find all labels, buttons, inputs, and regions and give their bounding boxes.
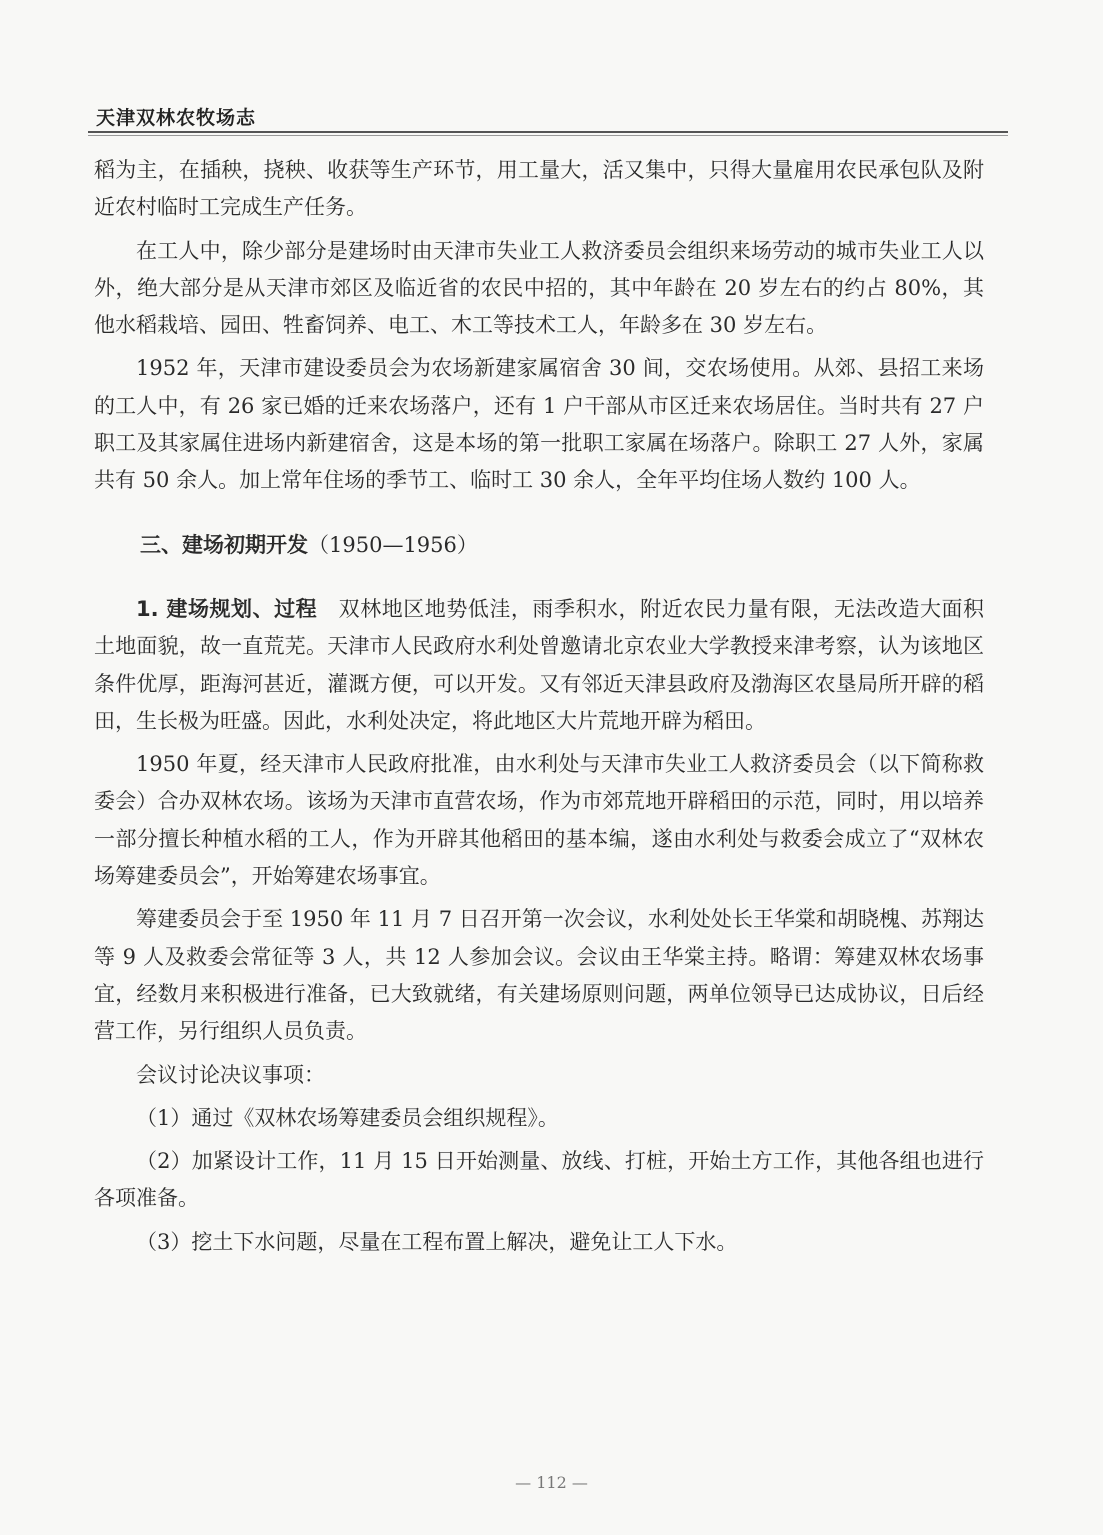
list-item-3: （3）挖土下水问题，尽量在工程布置上解决，避免让工人下水。 <box>136 1229 738 1254</box>
section-heading-title: 三、建场初期开发 <box>140 532 308 557</box>
paragraph-1: 稻为主，在插秧，挠秧、收获等生产环节，用工量大，活又集中，只得大量雇用农民承包队及附近农村临时工完成生产任务。 <box>94 158 984 220</box>
subsection-heading: 1. 建场规划、过程 <box>136 596 318 621</box>
page-number: — 112 — <box>515 1473 588 1492</box>
page-body <box>94 152 984 1261</box>
running-header-title: 天津双林农牧场志 <box>96 107 257 129</box>
paragraph-7: 会议讨论决议事项： <box>136 1062 325 1087</box>
paragraph-2: 在工人中，除少部分是建场时由天津市失业工人救济委员会组织来场劳动的城市失业工人以外，绝大部分是从天津市郊区及临近省的农民中招的，其中年龄在 20 岁左右的约占 80%，其他水稻栽培、园田、牲畜饲养、电工、木工等技术工人，年龄多在 30 岁左右。 <box>94 238 984 338</box>
paragraph-4-text: 双林地区地势低洼，雨季积水，附近农民力量有限，无法改造大面积土地面貌，故一直荒芜。天津市人民政府水利处曾邀请北京农业大学教授来津考察，认为该地区条件优厚，距海河甚近，灌溉方便，可以开发。又有邻近天津县政府及渤海区农垦局所开辟的稻田，生长极为旺盛。因此，水利处决定，将此地区大片荒地开辟为稻田。 <box>94 596 985 733</box>
header-rule <box>88 131 1008 133</box>
paragraph-4 <box>94 591 984 740</box>
section-heading <box>94 527 984 564</box>
list-item-2: （2）加紧设计工作，11 月 15 日开始测量、放线、打桩，开始土方工作，其他各组也进行各项准备。 <box>94 1149 984 1211</box>
paragraph-5: 1950 年夏，经天津市人民政府批准，由水利处与天津市失业工人救济委员会（以下简称救委会）合办双林农场。该场为天津市直营农场，作为市郊荒地开辟稻田的示范，同时，用以培养一部分擅长种植水稻的工人，作为开辟其他稻田的基本编，遂由水利处与救委会成立了“双林农场筹建委员会”，开始筹建农场事宜。 <box>94 752 984 889</box>
list-item-1: （1）通过《双林农场筹建委员会组织规程》。 <box>136 1105 559 1130</box>
header-rule-thin <box>88 135 1008 136</box>
paragraph-3: 1952 年，天津市建设委员会为农场新建家属宿舍 30 间，交农场使用。从郊、县招工来场的工人中，有 26 家已婚的迁来农场落户，还有 1 户干部从市区迁来农场居住。当时共有 27 户职工及其家属住进场内新建宿舍，这是本场的第一批职工家属在场落户。除职工 27 人外，家属共有 50 余人。加上常年住场的季节工、临时工 30 余人，全年平均住场人数约 100 人。 <box>94 356 984 493</box>
paragraph-6: 筹建委员会于至 1950 年 11 月 7 日召开第一次会议，水利处处长王华棠和胡晓槐、苏翔达等 9 人及救委会常征等 3 人，共 12 人参加会议。会议由王华棠主持。略谓：筹建双林农场事宜，经数月来积极进行准备，已大致就绪，有关建场原则问题，两单位领导已达成协议，日后经营工作，另行组织人员负责。 <box>94 907 984 1044</box>
section-heading-years: （1950—1956） <box>308 532 478 557</box>
